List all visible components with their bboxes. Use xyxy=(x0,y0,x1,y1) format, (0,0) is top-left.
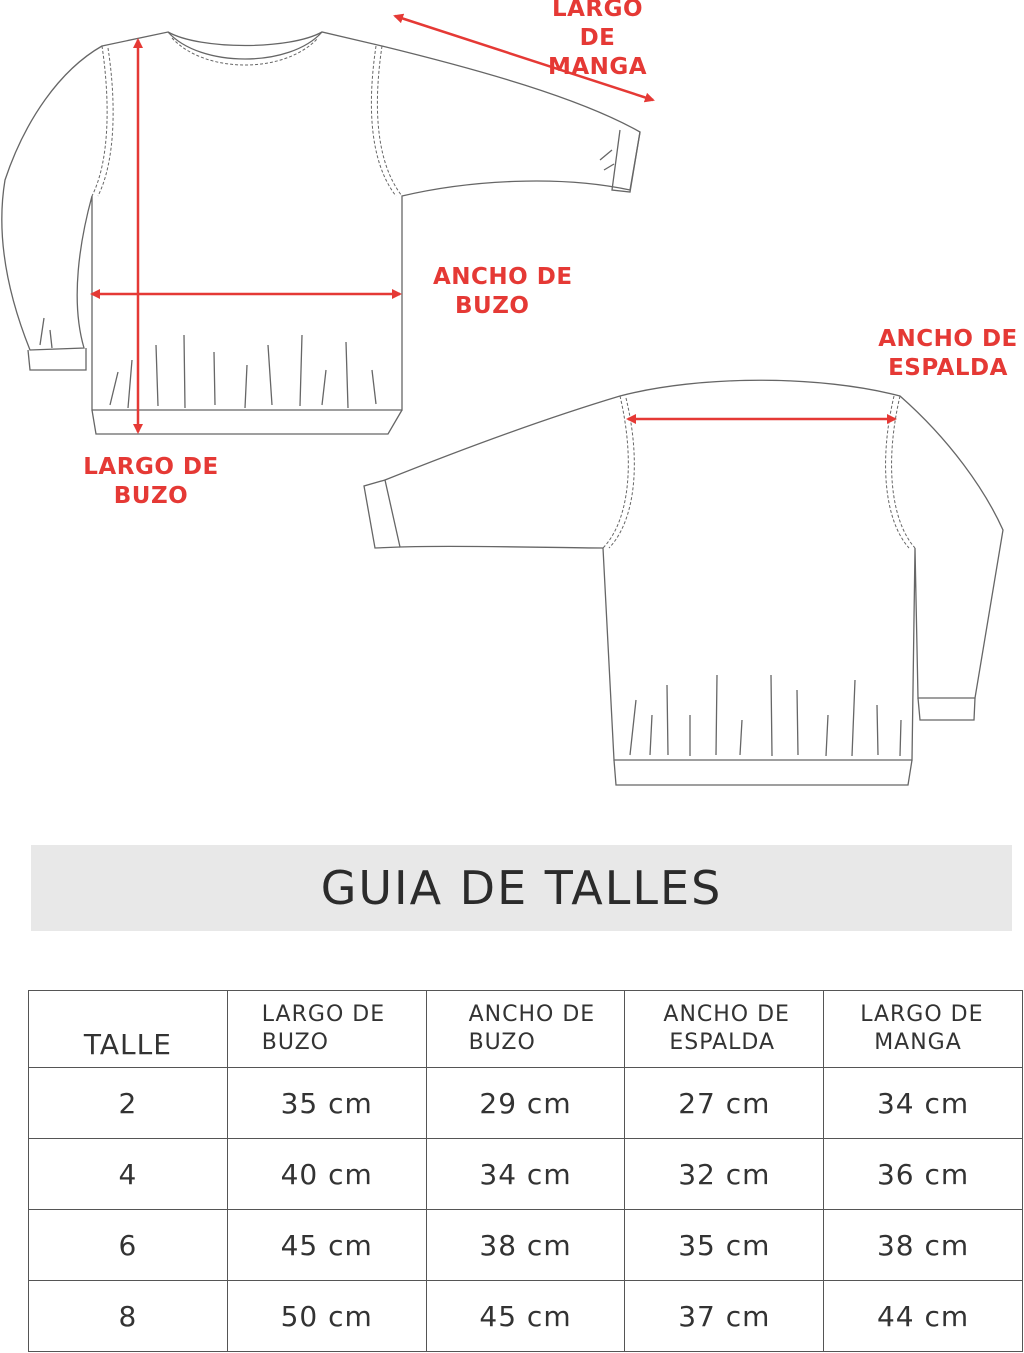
label-line: BUZO xyxy=(113,483,189,509)
cell-ancho-buzo: 34 cm xyxy=(426,1139,625,1210)
label-line: LARGO DE xyxy=(551,0,644,51)
header-largo-manga xyxy=(824,991,1023,1068)
table-row xyxy=(29,1210,1023,1281)
header-ancho-espalda xyxy=(625,991,824,1068)
label-largo-manga xyxy=(530,0,665,82)
cell-largo-manga: 36 cm xyxy=(824,1139,1023,1210)
header-line: BUZO xyxy=(468,1030,536,1055)
cell-talle: 4 xyxy=(29,1139,228,1210)
label-line: LARGO DE xyxy=(83,454,219,480)
header-line: LARGO DE xyxy=(860,1002,984,1027)
cell-talle: 2 xyxy=(29,1068,228,1139)
title-bar xyxy=(31,845,1012,931)
header-line: BUZO xyxy=(261,1030,329,1055)
label-largo-buzo xyxy=(82,453,220,511)
label-ancho-buzo xyxy=(433,263,573,321)
header-ancho-buzo xyxy=(426,991,625,1068)
cell-ancho-buzo: 38 cm xyxy=(426,1210,625,1281)
label-line: MANGA xyxy=(547,54,648,80)
page-title: GUIA DE TALLES xyxy=(320,861,723,915)
header-line: ESPALDA xyxy=(669,1030,776,1055)
cell-largo-buzo: 35 cm xyxy=(227,1068,426,1139)
header-talle: TALLE xyxy=(29,991,228,1068)
cell-talle: 8 xyxy=(29,1281,228,1352)
table-row xyxy=(29,1139,1023,1210)
cell-ancho-espalda: 32 cm xyxy=(625,1139,824,1210)
back-sweatshirt xyxy=(364,380,1003,785)
cell-talle: 6 xyxy=(29,1210,228,1281)
table-header-row xyxy=(29,991,1023,1068)
size-table xyxy=(28,990,1023,1352)
header-line: ANCHO DE xyxy=(468,1002,596,1027)
label-line: BUZO xyxy=(455,293,530,319)
label-line: ESPALDA xyxy=(888,355,1008,381)
cell-ancho-buzo: 29 cm xyxy=(426,1068,625,1139)
table-row xyxy=(29,1068,1023,1139)
cell-ancho-espalda: 35 cm xyxy=(625,1210,824,1281)
label-line: ANCHO DE xyxy=(878,326,1018,352)
cell-largo-manga: 44 cm xyxy=(824,1281,1023,1352)
cell-largo-manga: 34 cm xyxy=(824,1068,1023,1139)
cell-ancho-espalda: 37 cm xyxy=(625,1281,824,1352)
cell-largo-buzo: 40 cm xyxy=(227,1139,426,1210)
header-largo-buzo xyxy=(227,991,426,1068)
front-sweatshirt xyxy=(2,32,640,434)
label-ancho-espalda xyxy=(878,325,1018,383)
cell-largo-buzo: 50 cm xyxy=(227,1281,426,1352)
header-line: MANGA xyxy=(874,1030,962,1055)
table-row xyxy=(29,1281,1023,1352)
header-line: ANCHO DE xyxy=(663,1002,790,1027)
cell-largo-buzo: 45 cm xyxy=(227,1210,426,1281)
cell-largo-manga: 38 cm xyxy=(824,1210,1023,1281)
header-line: LARGO DE xyxy=(261,1002,386,1027)
cell-ancho-buzo: 45 cm xyxy=(426,1281,625,1352)
label-line: ANCHO DE xyxy=(433,264,573,290)
cell-ancho-espalda: 27 cm xyxy=(625,1068,824,1139)
